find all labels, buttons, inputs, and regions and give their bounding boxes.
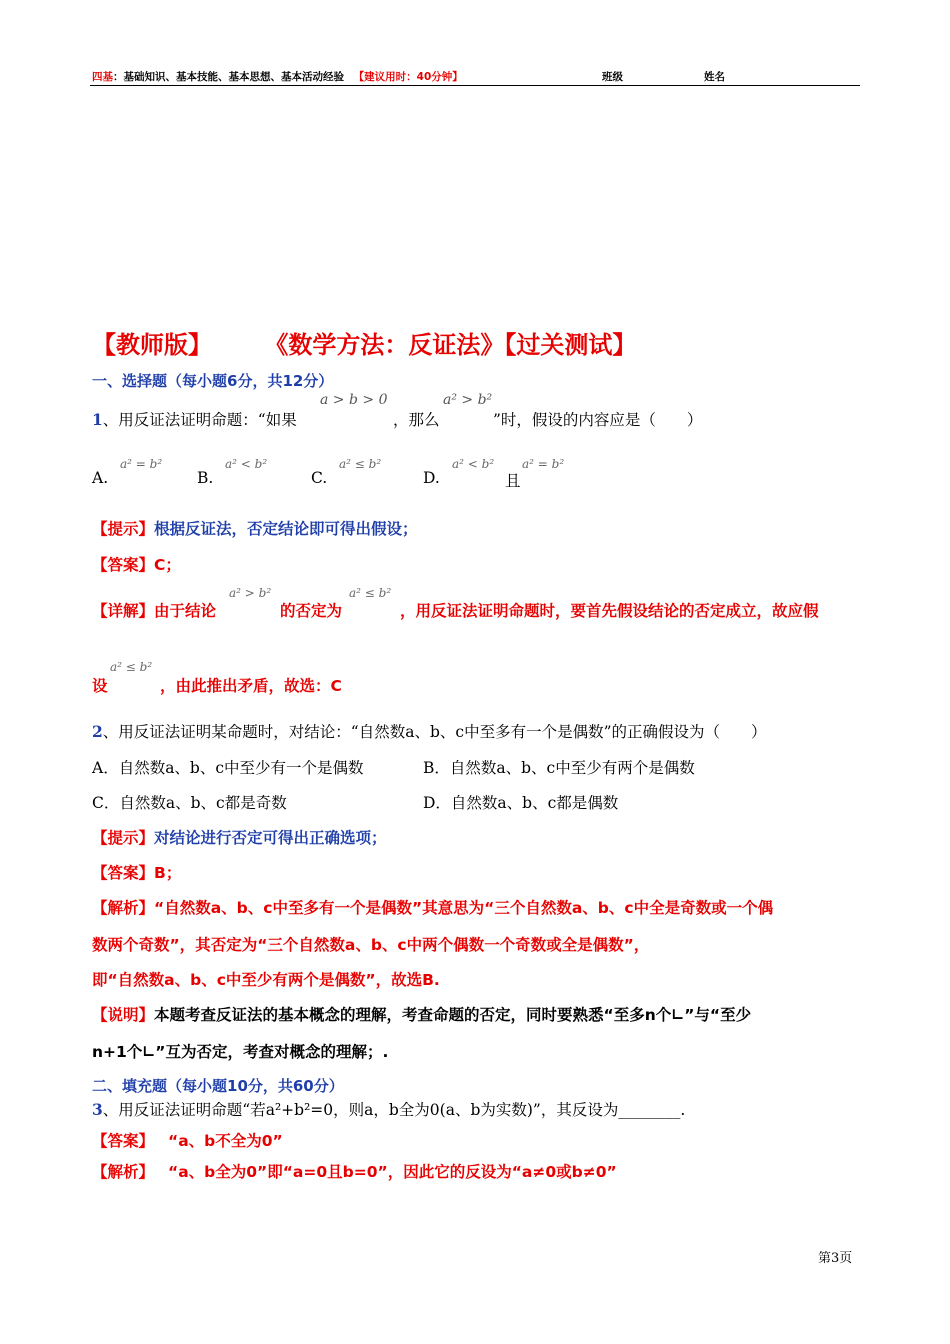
- q2-stem-text: 、用反证法证明某命题时，对结论：“自然数a、b、c中至多有一个是偶数”的正确假设为（ ）: [102, 723, 767, 741]
- q2-optD: D．自然数a、b、c都是偶数: [423, 794, 619, 812]
- q3-answer: [92, 1129, 283, 1151]
- title-topic: 《数学方法：反证法》: [264, 331, 505, 359]
- q1-detail-b: 的否定为: [280, 602, 343, 620]
- q2-stem: [92, 720, 767, 742]
- q1-optD-1: a² < b²: [452, 457, 495, 471]
- q1-answer: [92, 553, 181, 575]
- q1-optD-label: D.: [423, 469, 440, 487]
- q2-hint-text: 对结论进行否定可得出正确选项；: [154, 829, 387, 847]
- header-label: 四基: [92, 71, 113, 83]
- q3-analysis: [92, 1160, 617, 1182]
- q1-stem: [92, 408, 297, 430]
- q1-stem-a: 、用反证法证明命题：“如果: [102, 411, 297, 429]
- q1-optD-and: 且: [505, 472, 521, 490]
- q1-detail-m3: a² ≤ b²: [110, 660, 153, 674]
- q2-answer-tag: 【答案】: [92, 864, 155, 882]
- title-test: 【过关测试】: [504, 331, 637, 359]
- header-time: 【建议用时：40分钟】: [353, 71, 463, 83]
- q2-optB: B．自然数a、b、c中至少有两个是偶数: [423, 759, 695, 777]
- q1-detail-a: [92, 599, 216, 621]
- header-rule: [90, 85, 860, 86]
- section1-heading: 一、选择题（每小题6分，共12分）: [92, 372, 334, 390]
- q2-note-tag: 【说明】: [92, 1006, 155, 1024]
- q1-detail-text-a: 由于结论: [154, 602, 217, 620]
- q1-optB: a² < b²: [225, 457, 268, 471]
- q1-detail-m1: a² > b²: [229, 586, 272, 600]
- q2-optC: C．自然数a、b、c都是奇数: [92, 794, 287, 812]
- q2-analysis-3: 即“自然数a、b、c中至少有两个是偶数”，故选B.: [92, 971, 440, 989]
- q2-note-text-1: 本题考查反证法的基本概念的理解，考查命题的否定，同时要熟悉“至多n个∟”与“至少: [154, 1006, 752, 1024]
- q1-hint-text: 根据反证法，否定结论即可得出假设；: [154, 520, 418, 538]
- q1-answer-tag: 【答案】: [92, 556, 155, 574]
- header-items: ：基础知识、基本技能、基本思想、基本活动经验: [113, 71, 344, 83]
- q1-optC-label: C.: [311, 469, 328, 487]
- q1-optB-label: B.: [197, 469, 214, 487]
- q2-analysis-2: 数两个奇数”，其否定为“三个自然数a、b、c中两个偶数一个奇数或全是偶数”，: [92, 936, 650, 954]
- page-number: 第3页: [818, 1251, 853, 1266]
- q1-hint-tag: 【提示】: [92, 520, 155, 538]
- q1-hint: [92, 517, 418, 539]
- title-version: 【教师版】: [92, 331, 212, 359]
- q2-answer-text: B；: [154, 864, 182, 882]
- q1-optA: a² = b²: [120, 457, 163, 471]
- q2-analysis-tag: 【解析】: [92, 899, 155, 917]
- q1-detail-c: ，用反证法证明命题时，要首先假设结论的否定成立，故应假: [400, 602, 819, 620]
- q2-analysis-1: [92, 896, 773, 918]
- name-label: 姓名: [704, 71, 725, 83]
- page-header: [92, 69, 463, 84]
- q2-note-2: n+1个∟”互为否定，考查对概念的理解；.: [92, 1043, 389, 1061]
- q2-hint: [92, 826, 387, 848]
- q3-analysis-text: “a、b全为0”即“a=0且b=0”，因此它的反设为“a≠0或b≠0”: [168, 1163, 617, 1181]
- q2-analysis-text-1: “自然数a、b、c中至多有一个是偶数”其意思为“三个自然数a、b、c中全是奇数或一个偶: [154, 899, 774, 917]
- q2-number: 2: [92, 722, 103, 741]
- q1-stem-b: ，那么: [393, 411, 440, 429]
- q1-detail-d: 设: [92, 677, 108, 695]
- q3-answer-tag: 【答案】: [92, 1132, 155, 1150]
- q3-answer-text: “a、b不全为0”: [168, 1132, 283, 1150]
- q1-optC: a² ≤ b²: [339, 457, 382, 471]
- q3-analysis-tag: 【解析】: [92, 1163, 155, 1181]
- q1-detail-e: ，由此推出矛盾，故选：C: [160, 677, 342, 695]
- q1-optA-label: A.: [92, 469, 109, 487]
- section2-heading: 二、填充题（每小题10分，共60分）: [92, 1077, 344, 1095]
- q1-stem-c: ”时，假设的内容应是（ ）: [493, 411, 703, 429]
- q1-conclusion: a² > b²: [443, 392, 493, 408]
- q2-hint-tag: 【提示】: [92, 829, 155, 847]
- q3-number: 3: [92, 1100, 103, 1119]
- q1-detail-m2: a² ≤ b²: [349, 586, 392, 600]
- page-title: [92, 325, 636, 360]
- q2-note-1: [92, 1003, 751, 1025]
- class-label: 班级: [602, 71, 623, 83]
- q2-answer: [92, 861, 181, 883]
- q1-condition: a > b > 0: [320, 392, 388, 408]
- q1-detail-tag: 【详解】: [92, 602, 155, 620]
- q1-optD-2: a² = b²: [522, 457, 565, 471]
- q1-answer-text: C；: [154, 556, 181, 574]
- q3-stem-text: 、用反证法证明命题“若a²+b²=0，则a，b全为0(a、b为实数)”，其反设为________.: [102, 1101, 686, 1119]
- q3-stem: [92, 1098, 685, 1120]
- q1-number: 1: [92, 410, 103, 429]
- q2-optA: A．自然数a、b、c中至少有一个是偶数: [92, 759, 364, 777]
